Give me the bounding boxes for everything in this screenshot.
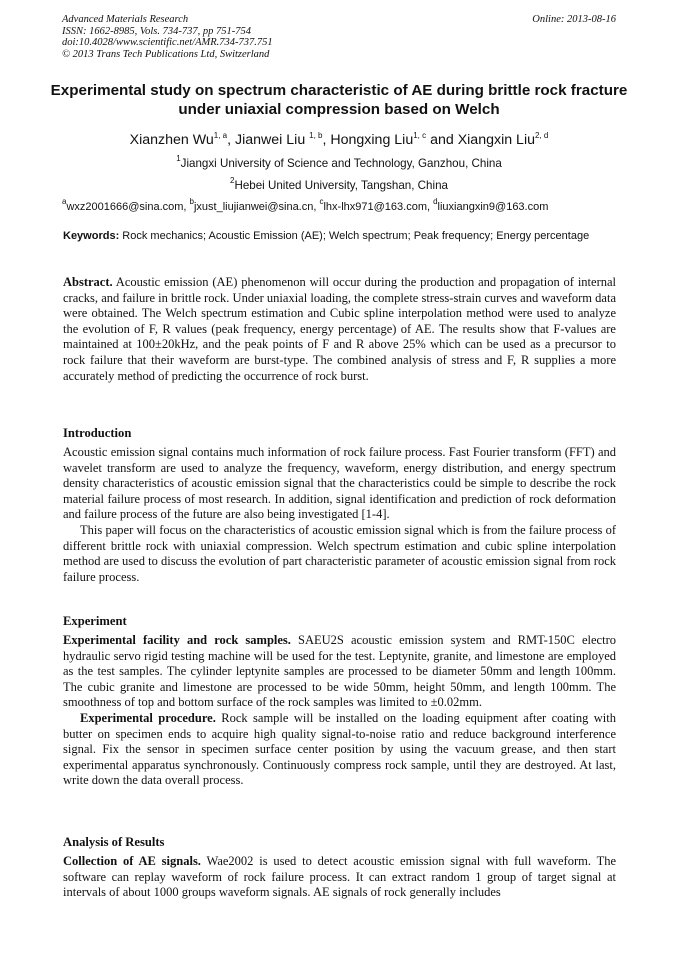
collection-subheading: Collection of AE signals. [63,854,201,868]
analysis-section [63,854,616,901]
introduction-paragraph-1: Acoustic emission signal contains much information of rock failure process. Fast Fourier transform (FFT) and wavelet transform are used to analyze the frequency, waveform, energy distribution, and energy spectrum density characteristics of acoustic emission signal that the characteristics could be simple to describe the rock material failure process of most research. In addition, signal identification and prediction of rock deformation and failure process of the future are also being investigated [1-4]. [63,445,616,522]
author-name: Xianzhen Wu [129,132,214,148]
experiment-section [63,633,616,789]
author-name: Jianwei Liu [235,132,310,148]
email-list [62,197,622,214]
keywords-text: Rock mechanics; Acoustic Emission (AE); Welch spectrum; Peak frequency; Energy percentage [119,230,590,242]
analysis-heading: Analysis of Results [63,835,165,849]
author-separator: and [426,132,458,148]
affiliation-mark: 2 [230,176,235,185]
collection-text: Wae2002 is used to detect acoustic emission signal with full waveform. The software can replay waveform of rock failure process. It can extract random 1 group of target signal at intervals of about 1000 groups waveform signals. AE signals of rock generally includes [63,854,616,900]
author-separator: , [227,132,236,148]
author-affiliation-mark: 1, c [413,131,427,140]
email-address[interactable]: liuxiangxin9@163.com [437,201,549,213]
abstract-label: Abstract. [63,275,113,289]
affiliation-text: Hebei United University, Tangshan, China [234,179,448,192]
copyright-line: © 2013 Trans Tech Publications Ltd, Switzerland [62,48,270,60]
author-affiliation-mark: 1, a [213,131,228,140]
author-affiliation-mark: 1, b [309,131,323,140]
keywords-label: Keywords: [63,230,120,242]
author-affiliation-mark: 2, d [535,131,549,140]
email-address[interactable]: wxz2001666@sina.com, [66,201,190,213]
email-address[interactable]: lhx-lhx971@163.com, [323,201,434,213]
affiliation-2 [40,176,638,193]
affiliation-mark: 1 [176,154,181,163]
paper-title: Experimental study on spectrum characteristic of AE during brittle rock fracture under uniaxial compression based on Welch [50,82,628,118]
issn-line: ISSN: 1662-8985, Vols. 734-737, pp 751-754 [62,25,251,37]
affiliation-1 [40,154,638,171]
email-mark: c [319,197,324,206]
abstract-section [63,275,616,384]
procedure-subheading: Experimental procedure. [80,710,216,725]
journal-header [62,14,616,60]
online-date: Online: 2013-08-16 [532,14,616,25]
doi-line: doi:10.4028/www.scientific.net/AMR.734-737.751 [62,37,273,49]
abstract-text: Acoustic emission (AE) phenomenon will occur during the production and propagation of internal cracks, and failure in brittle rock. Under uniaxial loading, the complete stress-strain curves and waveform data were obtained. The Welch spectrum estimation and Cubic spline interpolation method were used to analyze the evolution of F, R values (peak frequency, energy percentage) of AE. The results show that F-values are maintained at 100±20kHz, and the peak points of F and R above 25% which can be used as a precursor to rock failure that their waveform are burst-type. The combined analysis of stress and F, R supplies a more accurately method of predicting the occurrence of rock burst. [63,275,616,383]
journal-name: Advanced Materials Research [62,14,189,25]
affiliation-text: Jiangxi University of Science and Technology, Ganzhou, China [180,157,502,170]
procedure-text: Rock sample will be installed on the loading equipment after coating with butter on specimen ends to acquire high quality signal-to-noise ratio and reduce background interference signal. Fix the sensor in specimen surface center position by using the vacuum grease, and then start experimental apparatus synchronously. Continuously compress rock sample, until they are destroyed. At last, write down the data overall process. [63,710,617,788]
author-list [40,130,638,150]
keywords-section [63,229,616,243]
introduction-heading: Introduction [63,426,132,440]
email-mark: a [62,197,67,206]
facility-subheading: Experimental facility and rock samples. [63,633,291,647]
author-separator: , [322,132,331,148]
email-mark: d [433,197,438,206]
email-mark: b [189,197,194,206]
introduction-paragraph-2: This paper will focus on the characteristics of acoustic emission signal which is from the failure process of different brittle rock with uniaxial compression. Welch spectrum estimation and cubic spline interpolation method are used to discuss the evolution of part characteristic parameter of acoustic emission signal from rock failure process. [63,522,616,584]
email-address[interactable]: jxust_liujianwei@sina.cn, [193,201,320,213]
author-name: Xiangxin Liu [457,132,535,148]
experiment-heading: Experiment [63,614,127,628]
author-name: Hongxing Liu [330,132,414,148]
facility-text: SAEU2S acoustic emission system and RMT-150C electro hydraulic servo rigid testing machine will be used for the test. Leptynite, granite, and limestone are employed as the test samples. The cylinder leptynite samples are processed to be diameter 50mm and length 100mm. The cubic granite and limestone are processed to be wide 50mm, height 50mm, and length 100mm. The smoothness of top and bottom surface of the rock samples was limited to ±0.02mm. [63,633,616,710]
introduction-section [63,445,616,585]
